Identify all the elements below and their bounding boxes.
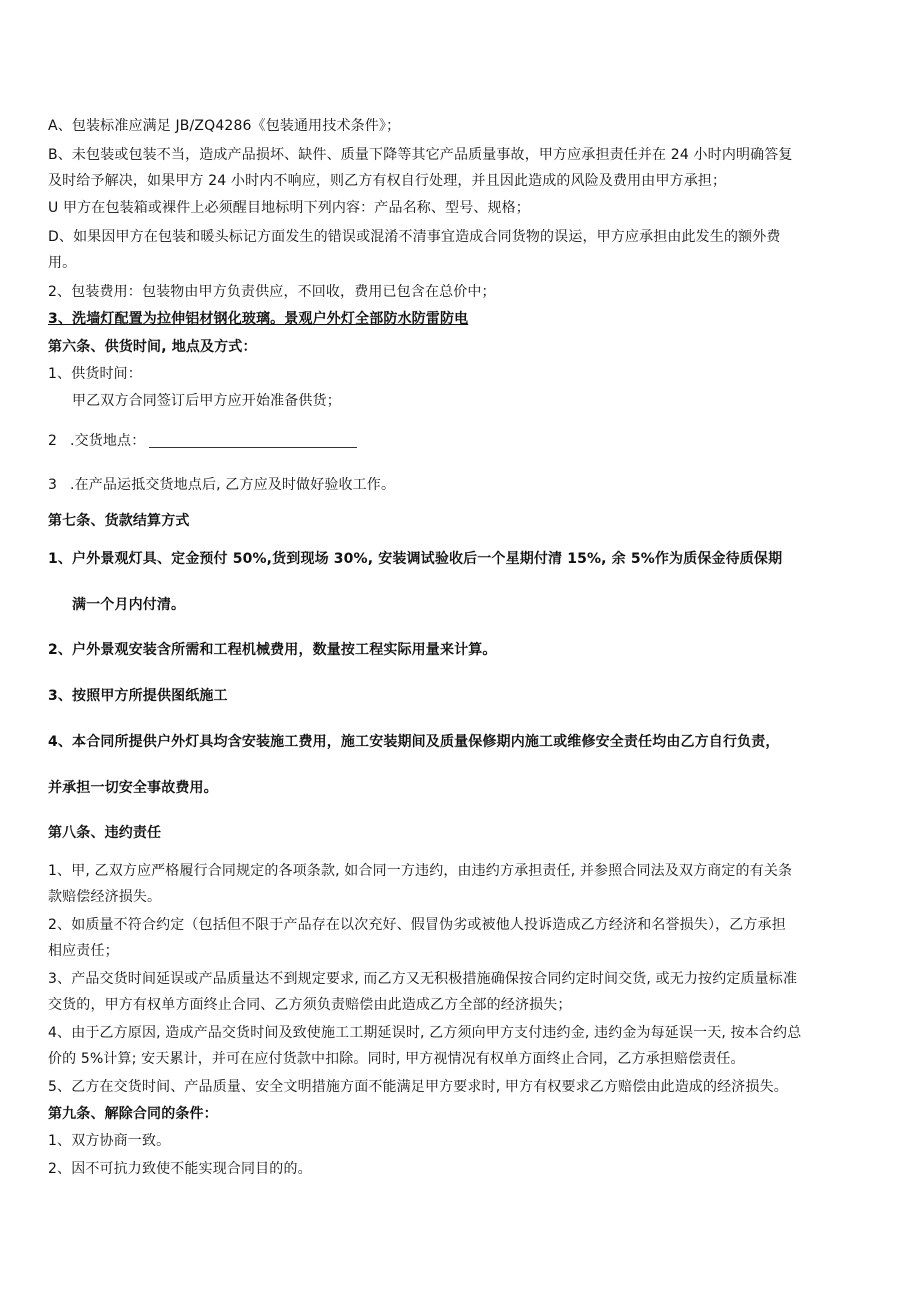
packaging-fee: 2、包装费用：包装物由甲方负责供应，不回收，费用已包含在总价中； [48, 284, 496, 300]
item-number: 2 [48, 433, 58, 449]
article-8-para-4-line2: 价的 5%计算; 安天累计，并可在应付货款中扣除。同时, 甲方视情况有权单方面终止合同，乙方承担赔偿责任。 [48, 1051, 745, 1067]
article-6-item-1-detail: 甲乙双方合同签订后甲方应开始准备供货； [72, 393, 341, 409]
article-7-item-4: 4、本合同所提供户外灯具均含安装施工费用，施工安装期间及质量保修期内施工或维修安全责任均由乙方自行负责， [48, 734, 780, 750]
delivery-location-label: .交货地点： [70, 433, 146, 449]
article-8-title: 第八条、违约责任 [48, 825, 162, 841]
article-9-item-1: 1、双方协商一致。 [48, 1133, 171, 1149]
article-7-item-2: 2、户外景观安装含所需和工程机械费用，数量按工程实际用量来计算。 [48, 642, 497, 658]
article-7-item-4-cont: 并承担一切安全事故费用。 [48, 780, 218, 796]
article-9-item-2: 2、因不可抗力致使不能实现合同目的的。 [48, 1161, 312, 1177]
packaging-clause-d-line2: 用。 [48, 255, 77, 271]
article-6-item-1: 1、供货时间： [48, 366, 142, 382]
packaging-clause-a: A、包装标准应满足 JB/ZQ4286《包装通用技术条件》； [48, 118, 401, 134]
article-8-para-5: 5、乙方在交货时间、产品质量、安全文明措施方面不能满足甲方要求时, 甲方有权要求乙方赔偿由此造成的经济损失。 [48, 1079, 788, 1095]
article-6-item-3 [48, 475, 868, 495]
delivery-location-blank [149, 433, 357, 448]
packaging-clause-d-line1: D、如果因甲方在包装和暖头标记方面发生的错误或混淆不清事宜造成合同货物的误运，甲方应承担由此发生的额外费 [48, 229, 781, 245]
packaging-clause-b-line2: 及时给予解决，如果甲方 24 小时内不响应，则乙方有权自行处理，并且因此造成的风险及费用由甲方承担； [48, 173, 727, 189]
article-8-para-2-line1: 2、如质量不符合约定（包括但不限于产品存在以次充好、假冒伪劣或被他人投诉造成乙方经济和名誉损失），乙方承担 [48, 917, 786, 933]
article-8-para-4-line1: 4、由于乙方原因, 造成产品交货时间及致使施工工期延误时, 乙方须向甲方支付违约金, 违约金为每延误一天, 按本合约总 [48, 1025, 802, 1041]
article-9-title: 第九条、解除合同的条件： [48, 1106, 218, 1122]
article-6-title: 第六条、供货时间, 地点及方式： [48, 339, 257, 355]
packaging-clause-c: U 甲方在包装箱或裸件上必须醒目地标明下列内容：产品名称、型号、规格； [48, 200, 530, 216]
packaging-clause-b-line1: B、未包装或包装不当，造成产品损坏、缺件、质量下降等其它产品质量事故，甲方应承担责任并在 24 小时内明确答复 [48, 147, 793, 163]
article-7-item-1-cont: 满一个月内付清。 [72, 597, 186, 613]
article-8-para-2-line2: 相应责任； [48, 943, 119, 959]
article-7-item-1: 1、户外景观灯具、定金预付 50%,货到现场 30%, 安装调试验收后一个星期付清 15%, 余 5%作为质保金待质保期 [48, 551, 783, 567]
article-7-item-3: 3、按照甲方所提供图纸施工 [48, 688, 228, 704]
article-8-para-1-line1: 1、甲, 乙双方应严格履行合同规定的各项条款, 如合同一方违约，由违约方承担责任, 并参照合同法及双方商定的有关条 [48, 863, 793, 879]
acceptance-text: .在产品运抵交货地点后, 乙方应及时做好验收工作。 [70, 477, 396, 493]
article-7-title: 第七条、货款结算方式 [48, 513, 190, 529]
article-8-para-3-line1: 3、产品交货时间延误或产品质量达不到规定要求, 而乙方又无积极措施确保按合同约定时间交货, 或无力按约定质量标准 [48, 971, 798, 987]
article-8-para-1-line2: 款赔偿经济损失。 [48, 889, 162, 905]
article-8-para-3-line2: 交货的，甲方有权单方面终止合同、乙方须负责赔偿由此造成乙方全部的经济损失； [48, 997, 572, 1013]
article-6-item-2 [48, 431, 868, 451]
lighting-spec-item: 3、洗墙灯配置为拉伸铝材钢化玻璃。景观户外灯全部防水防雷防电 [48, 311, 469, 327]
item-number: 3 [48, 477, 58, 493]
